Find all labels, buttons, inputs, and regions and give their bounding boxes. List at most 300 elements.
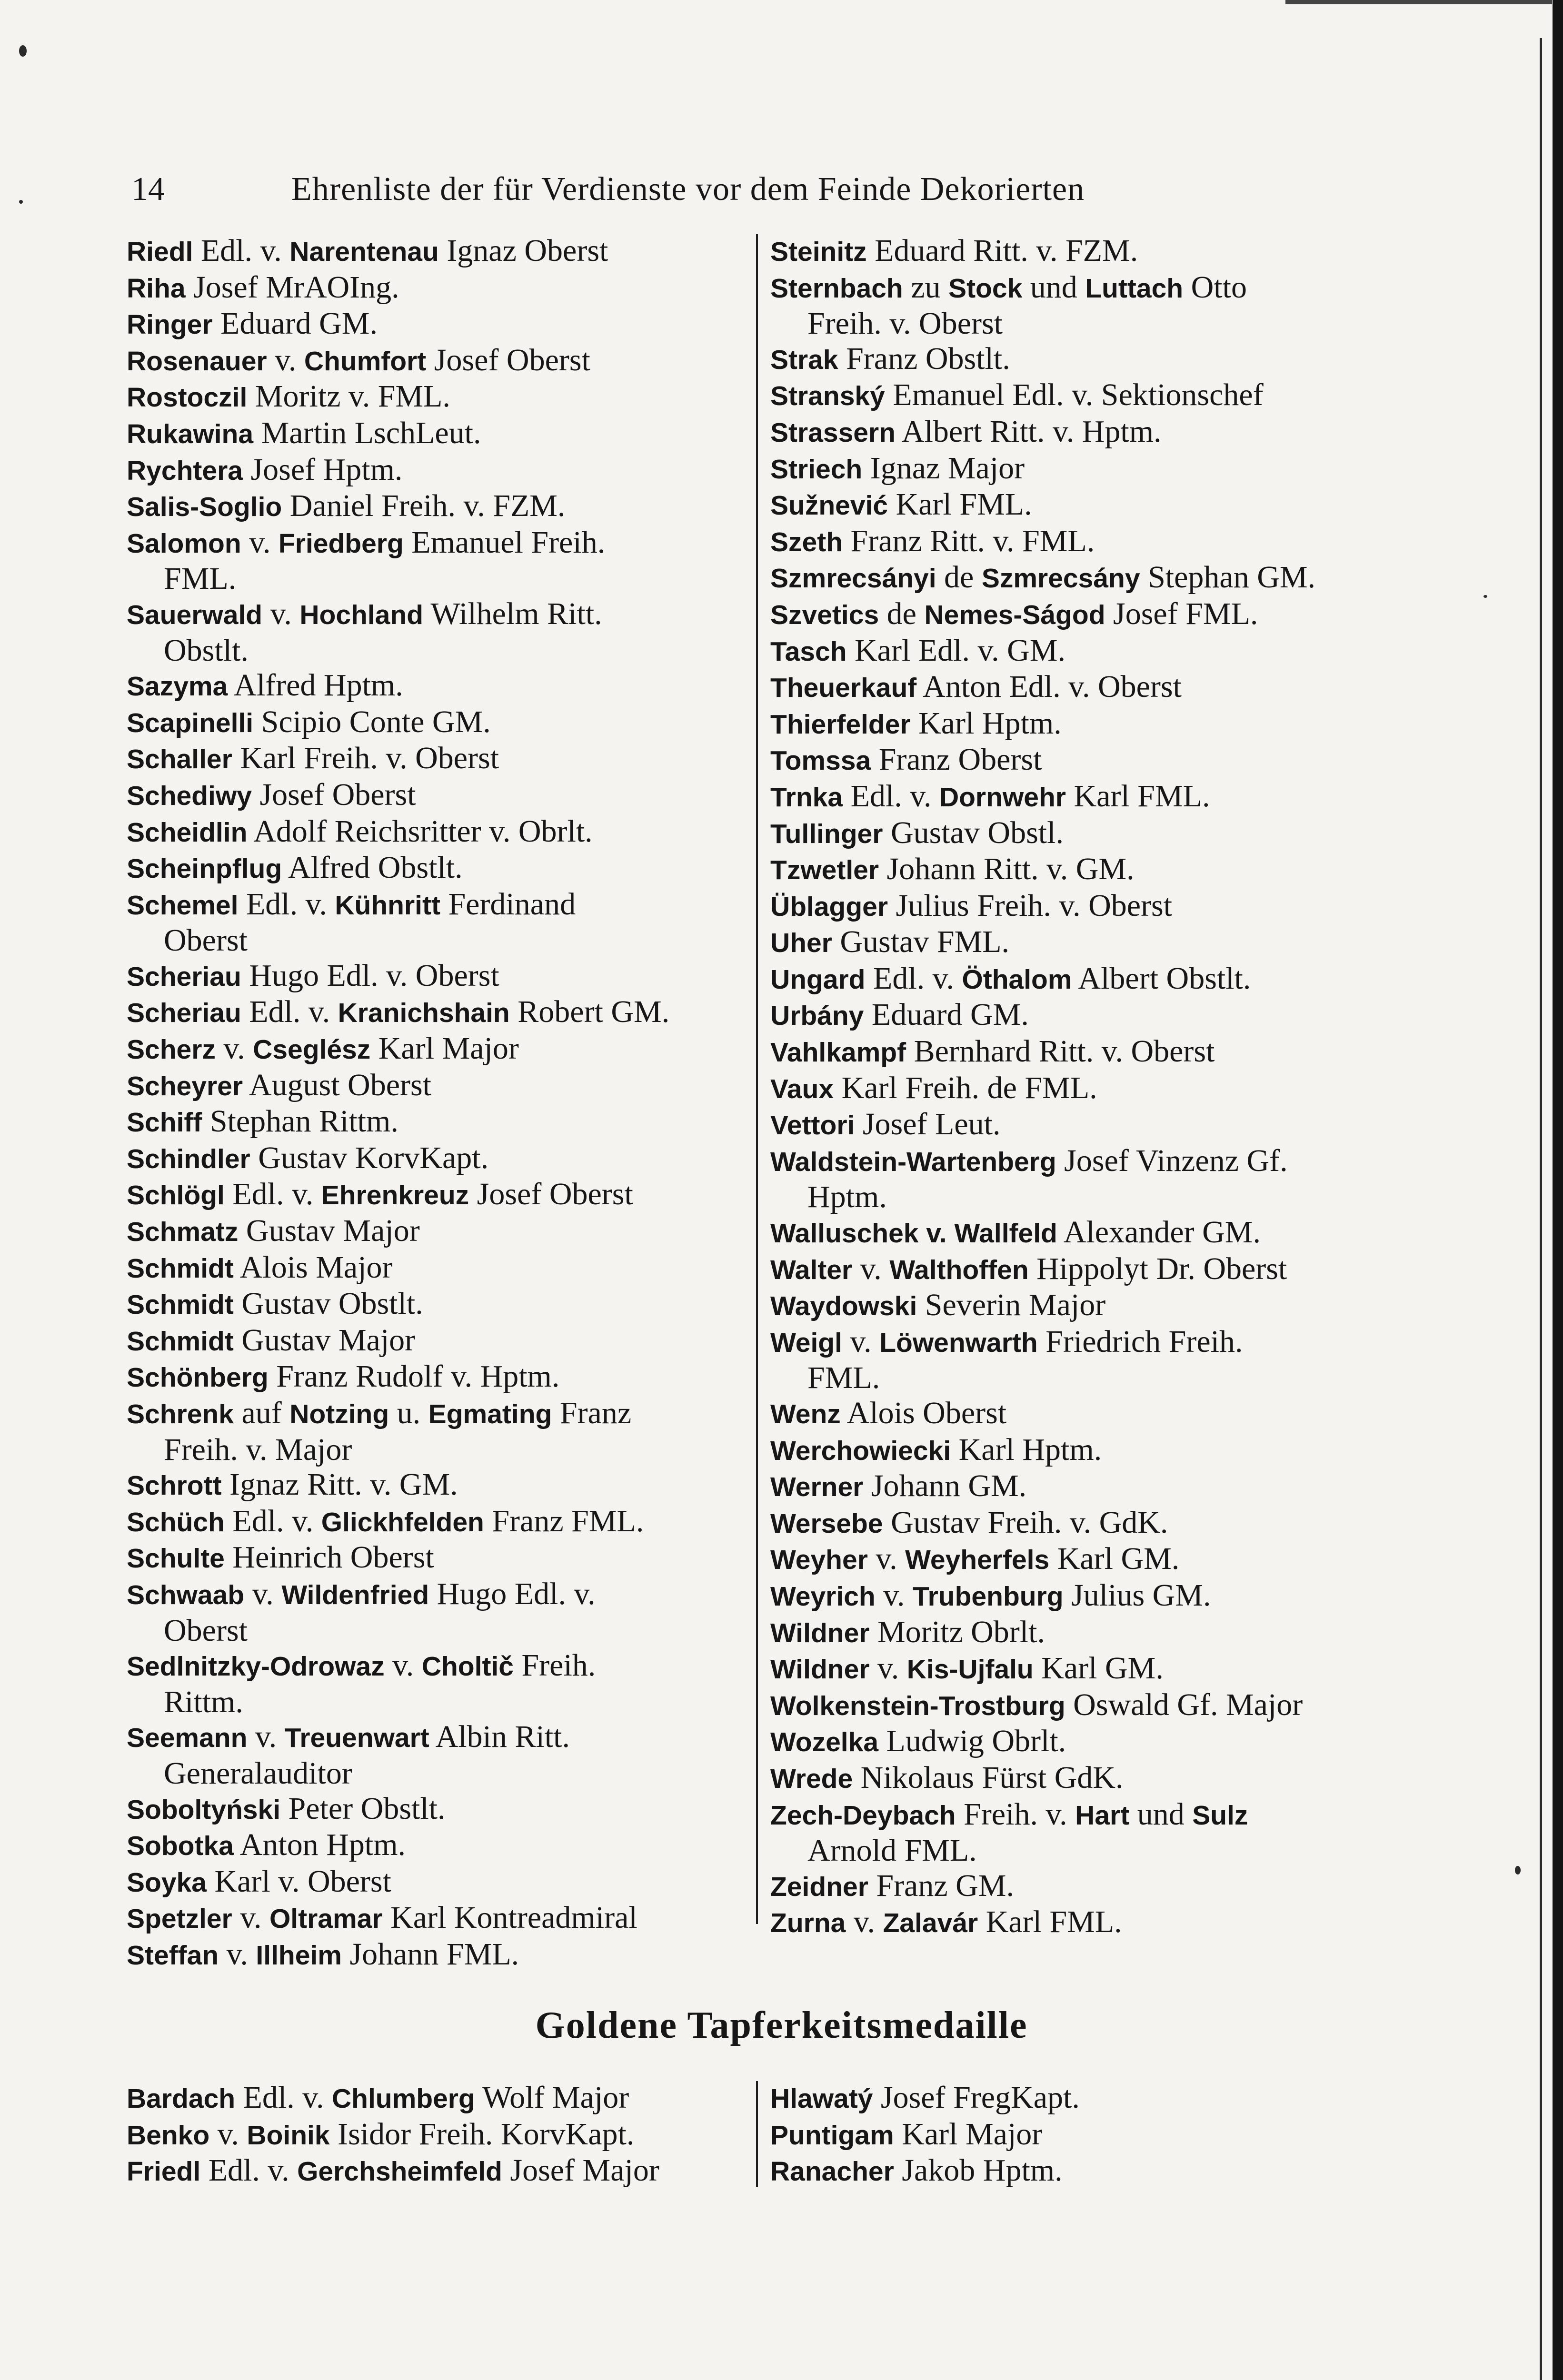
list-entry: [127, 1864, 741, 1901]
entry-text: Obstlt.: [164, 633, 249, 668]
entry-text: v.: [232, 1900, 269, 1935]
entry-name: Schmidt: [127, 1326, 234, 1357]
entry-name: Nemes-Ságod: [924, 599, 1105, 630]
scan-speck: [19, 200, 23, 204]
entry-text: Karl FML.: [978, 1904, 1122, 1940]
entry-text: de: [936, 560, 982, 595]
list-entry: [127, 596, 741, 633]
list-entry: [127, 887, 741, 923]
entry-text: Karl Freih. v. Oberst: [232, 741, 499, 776]
entry-text: FML.: [164, 561, 237, 596]
entry-text: Josef MrAOIng.: [185, 269, 399, 305]
list-entry-continuation: [770, 1180, 1408, 1215]
entry-text: Gustav Major: [238, 1213, 420, 1249]
entry-text: Gustav Freih. v. GdK.: [883, 1505, 1168, 1540]
entry-text: Stephan GM.: [1140, 560, 1316, 595]
list-entry: [127, 1900, 741, 1937]
entry-text: Wilhelm Ritt.: [423, 596, 602, 631]
entry-text: Albin Ritt.: [429, 1719, 570, 1755]
left-column: [127, 233, 741, 1973]
entry-name: Schrenk: [127, 1399, 234, 1429]
entry-text: Peter Obstlt.: [280, 1791, 446, 1826]
list-entry: [127, 343, 741, 379]
entry-name: Trubenburg: [912, 1581, 1064, 1612]
entry-text: v.: [842, 1324, 880, 1359]
entry-name: Soboltyński: [127, 1794, 281, 1825]
list-entry: [770, 2117, 1389, 2153]
entry-name: Zeidner: [770, 1871, 868, 1902]
entry-name: Riha: [127, 273, 186, 304]
entry-name: Scheriau: [127, 961, 241, 992]
entry-name: Oltramar: [269, 1904, 383, 1934]
entry-name: Tullinger: [770, 818, 883, 849]
list-entry: [127, 1323, 741, 1359]
entry-name: Schmidt: [127, 1253, 234, 1284]
entry-text: v.: [384, 1648, 422, 1683]
entry-text: Edl. v.: [224, 1503, 321, 1538]
entry-name: Walthoffen: [889, 1254, 1029, 1285]
entry-text: Stephan Rittm.: [202, 1104, 398, 1139]
entry-text: Edl. v.: [865, 961, 962, 996]
list-entry: [127, 994, 741, 1031]
entry-name: Weyherfels: [905, 1545, 1050, 1576]
list-entry: [127, 1791, 741, 1828]
list-entry: [127, 958, 741, 995]
entry-text: v.: [846, 1904, 883, 1940]
entry-text: und: [1022, 269, 1085, 305]
entry-text: v.: [867, 1541, 906, 1577]
entry-text: Alois Oberst: [840, 1396, 1007, 1430]
entry-name: Dornwehr: [939, 782, 1066, 813]
entry-text: FML.: [807, 1360, 880, 1396]
entry-text: auf: [233, 1396, 290, 1430]
entry-name: Gerchsheimfeld: [297, 2156, 502, 2187]
list-entry: [127, 777, 741, 814]
entry-text: Albert Obstlt.: [1072, 961, 1251, 996]
entry-text: Edl. v.: [843, 778, 939, 813]
list-entry: [770, 270, 1408, 307]
entry-name: Cseglész: [253, 1034, 371, 1065]
page-number: 14: [131, 171, 165, 208]
entry-text: Edl. v.: [200, 2153, 298, 2188]
entry-name: Szvetics: [770, 599, 879, 630]
list-entry: [127, 2117, 746, 2153]
list-entry: [127, 1467, 741, 1504]
list-entry: [127, 1396, 741, 1432]
entry-name: Vettori: [770, 1110, 855, 1141]
entry-name: Sedlnitzky-Odrowaz: [127, 1651, 385, 1682]
list-entry: [770, 669, 1408, 706]
entry-name: Scheinpflug: [127, 853, 282, 884]
entry-name: Rychtera: [127, 455, 243, 486]
entry-name: Scheriau: [127, 998, 241, 1029]
entry-text: Julius Freih. v. Oberst: [888, 888, 1173, 923]
entry-name: Schlögl: [127, 1180, 225, 1211]
running-title: Ehrenliste der für Verdienste vor dem Feinde Dekorierten: [291, 171, 1085, 208]
list-entry: [770, 341, 1408, 378]
list-entry: [127, 704, 741, 741]
entry-name: Wildenfried: [281, 1579, 429, 1610]
entry-name: Stock: [948, 273, 1023, 304]
list-entry: [127, 1577, 741, 1613]
section-title: Goldene Tapferkeitsmedaille: [535, 2004, 1028, 2046]
entry-text: v.: [262, 596, 300, 631]
entry-name: Bardach: [127, 2083, 236, 2114]
entry-name: Ranacher: [770, 2156, 894, 2187]
entry-text: Karl Major: [370, 1031, 519, 1066]
entry-text: Hugo Edl. v.: [429, 1576, 596, 1611]
list-entry: [770, 815, 1408, 852]
list-entry: [770, 1868, 1408, 1905]
list-entry: [127, 1540, 741, 1577]
list-entry: [770, 633, 1408, 670]
list-entry-continuation: [127, 1432, 741, 1468]
entry-name: Trnka: [770, 782, 843, 813]
entry-name: Soyka: [127, 1867, 207, 1898]
entry-name: Kis-Ujfalu: [906, 1654, 1034, 1685]
entry-text: v.: [247, 1719, 285, 1755]
entry-text: Gustav FML.: [832, 924, 1010, 960]
entry-name: Zech-Deybach: [770, 1800, 956, 1831]
list-entry: [770, 451, 1408, 487]
entry-name: Walluschek v. Wallfeld: [770, 1218, 1057, 1249]
list-entry: [770, 888, 1408, 925]
entry-text: Oberst: [164, 1613, 248, 1648]
list-entry: [127, 306, 741, 343]
list-entry: [127, 1827, 741, 1864]
entry-name: Schönberg: [127, 1362, 269, 1393]
entry-text: Emanuel Freih.: [403, 525, 606, 560]
entry-text: Josef FML.: [1105, 596, 1258, 631]
list-entry: [127, 1648, 741, 1685]
entry-text: Generalauditor: [164, 1755, 352, 1791]
list-entry: [770, 742, 1408, 779]
entry-name: Riedl: [127, 237, 193, 267]
list-entry: [127, 488, 741, 525]
entry-text: Friedrich Freih.: [1037, 1324, 1243, 1359]
entry-text: v.: [244, 1576, 282, 1611]
entry-name: Szmrecsány: [981, 563, 1140, 594]
entry-name: Salomon: [127, 528, 241, 559]
list-entry: [770, 1724, 1408, 1760]
entry-text: Josef Major: [502, 2153, 659, 2188]
entry-name: Schindler: [127, 1143, 250, 1174]
list-entry: [770, 1215, 1408, 1251]
entry-name: Szmrecsányi: [770, 563, 936, 594]
entry-text: Freih. v. Oberst: [807, 306, 1003, 341]
entry-name: Sulz: [1192, 1800, 1248, 1831]
list-entry: [770, 1034, 1408, 1071]
entry-name: Kühnritt: [335, 890, 440, 921]
entry-text: Franz GM.: [868, 1868, 1014, 1903]
list-entry: [770, 2080, 1389, 2117]
entry-name: Rostoczil: [127, 382, 248, 413]
list-entry: [127, 1937, 741, 1973]
entry-text: Anton Hptm.: [233, 1827, 406, 1863]
entry-name: Hochland: [299, 599, 424, 630]
entry-name: Vaux: [770, 1073, 834, 1104]
medal-right-column: [770, 2080, 1389, 2190]
entry-name: Schaller: [127, 744, 232, 775]
entry-name: Scherz: [127, 1034, 216, 1065]
entry-text: v.: [215, 1031, 253, 1066]
list-entry-continuation: [127, 633, 741, 668]
entry-text: Anton Edl. v. Oberst: [916, 669, 1182, 704]
list-entry: [770, 1651, 1408, 1687]
entry-text: Julius GM.: [1063, 1577, 1211, 1613]
entry-text: Adolf Reichsritter v. Obrlt.: [247, 813, 593, 849]
entry-text: Johann FML.: [341, 1936, 519, 1972]
entry-text: v.: [219, 1936, 256, 1972]
entry-name: Chlumberg: [331, 2083, 475, 2114]
list-entry: [770, 1396, 1408, 1432]
entry-name: Illheim: [256, 1940, 342, 1971]
entry-name: Puntigam: [770, 2120, 894, 2151]
entry-text: Josef Vinzenz Gf.: [1056, 1143, 1288, 1178]
entry-text: Eduard GM.: [864, 997, 1029, 1032]
list-entry: [770, 1143, 1408, 1180]
entry-text: Edl. v.: [193, 233, 290, 268]
entry-name: Benko: [127, 2120, 210, 2151]
entry-name: Rukawina: [127, 418, 254, 449]
entry-name: Rosenauer: [127, 346, 267, 377]
entry-name: Ringer: [127, 309, 213, 340]
list-entry: [127, 416, 741, 452]
column-divider: [756, 234, 758, 1924]
list-entry: [770, 924, 1408, 961]
entry-text: Karl FML.: [1065, 778, 1210, 813]
entry-name: Wrede: [770, 1763, 853, 1794]
entry-name: Zurna: [770, 1908, 846, 1939]
list-entry-continuation: [127, 1685, 741, 1720]
entry-text: zu: [903, 269, 949, 305]
entry-text: Alfred Obstlt.: [282, 850, 463, 885]
entry-text: Emanuel Edl. v. Sektionschef: [885, 377, 1264, 413]
list-entry: [770, 961, 1408, 998]
entry-text: Ignaz Major: [862, 450, 1025, 486]
entry-text: Josef Oberst: [469, 1177, 633, 1212]
entry-text: Johann Ritt. v. GM.: [879, 852, 1135, 887]
entry-text: Moritz Obrlt.: [869, 1614, 1045, 1649]
list-entry: [127, 668, 741, 704]
entry-text: Ferdinand: [440, 886, 576, 922]
entry-name: Wenz: [770, 1399, 841, 1429]
entry-text: Franz: [552, 1396, 632, 1430]
entry-name: Urbány: [770, 1001, 864, 1031]
entry-text: v.: [241, 525, 279, 560]
entry-text: Freih. v.: [956, 1796, 1075, 1832]
entry-text: Albert Ritt. v. Hptm.: [896, 414, 1162, 449]
entry-text: Karl FML.: [888, 487, 1032, 522]
entry-text: Hptm.: [807, 1180, 887, 1215]
entry-name: Strak: [770, 344, 838, 375]
entry-name: Striech: [770, 454, 863, 485]
entry-text: Isidor Freih. KorvKapt.: [329, 2116, 635, 2152]
right-column: [770, 233, 1408, 1941]
entry-name: Vahlkampf: [770, 1037, 906, 1068]
list-entry: [770, 1578, 1408, 1615]
list-entry: [770, 1432, 1408, 1469]
scan-speck: [19, 45, 27, 57]
entry-text: Edl. v.: [224, 1177, 321, 1212]
entry-name: Spetzler: [127, 1904, 232, 1934]
list-entry: [127, 1031, 741, 1068]
entry-name: Steinitz: [770, 237, 867, 267]
entry-text: Karl v. Oberst: [206, 1864, 391, 1899]
entry-text: Josef Leut.: [855, 1107, 1001, 1142]
entry-name: Szeth: [770, 526, 843, 557]
list-entry: [770, 706, 1408, 743]
entry-name: Ungard: [770, 964, 866, 995]
list-entry: [770, 1251, 1408, 1288]
entry-name: Friedl: [127, 2156, 201, 2187]
list-entry: [770, 1505, 1408, 1542]
list-entry: [770, 414, 1408, 451]
list-entry: [770, 1904, 1408, 1941]
entry-text: Ludwig Obrlt.: [878, 1724, 1066, 1759]
entry-text: Moritz v. FML.: [247, 379, 450, 414]
list-entry: [127, 233, 741, 270]
entry-text: Karl Kontreadmiral: [382, 1900, 637, 1935]
entry-text: Karl GM.: [1049, 1541, 1180, 1577]
entry-text: Alois Major: [233, 1250, 393, 1285]
entry-text: Karl Freih. de FML.: [834, 1070, 1097, 1105]
entry-text: u.: [389, 1396, 428, 1430]
entry-name: Wildner: [770, 1654, 870, 1685]
entry-name: Boinik: [247, 2120, 330, 2151]
entry-name: Choltič: [421, 1651, 514, 1682]
entry-name: Luttach: [1085, 273, 1184, 304]
entry-text: und: [1129, 1796, 1193, 1832]
entry-name: Weyrich: [770, 1581, 876, 1612]
entry-text: Karl Major: [894, 2116, 1043, 2152]
entry-name: Werner: [770, 1472, 864, 1503]
list-entry: [770, 233, 1408, 270]
entry-name: Wozelka: [770, 1727, 879, 1758]
entry-text: Karl Edl. v. GM.: [846, 633, 1066, 668]
list-entry: [770, 1687, 1408, 1724]
entry-name: Egmating: [428, 1399, 552, 1429]
entry-name: Schmatz: [127, 1217, 239, 1248]
entry-text: Franz Obstlt.: [838, 341, 1010, 376]
entry-text: Rittm.: [164, 1684, 243, 1719]
list-entry: [127, 1250, 741, 1287]
entry-name: Hart: [1075, 1800, 1130, 1831]
list-entry: [127, 1104, 741, 1140]
entry-name: Scheyrer: [127, 1071, 243, 1101]
entry-text: v.: [209, 2116, 247, 2152]
entry-name: Waldstein-Wartenberg: [770, 1146, 1056, 1177]
entry-text: v.: [875, 1577, 913, 1613]
entry-text: Otto: [1183, 269, 1247, 305]
entry-name: Sazyma: [127, 671, 228, 702]
entry-name: Treuenwart: [284, 1723, 429, 1754]
list-entry: [127, 1177, 741, 1213]
entry-text: Edl. v.: [238, 886, 335, 922]
entry-text: Hugo Edl. v. Oberst: [241, 958, 499, 993]
medal-left-column: [127, 2080, 746, 2190]
list-entry: [127, 850, 741, 887]
entry-name: Sužnević: [770, 490, 888, 521]
list-entry-continuation: [770, 1360, 1408, 1396]
entry-text: Wolf Major: [475, 2080, 629, 2115]
entry-name: Narentenau: [289, 237, 439, 267]
entry-name: Schüch: [127, 1507, 225, 1537]
list-entry: [127, 1359, 741, 1396]
entry-text: Josef Hptm.: [242, 452, 403, 487]
entry-name: Üblagger: [770, 891, 888, 922]
entry-text: Heinrich Oberst: [224, 1540, 434, 1575]
entry-name: Sobotka: [127, 1831, 234, 1862]
entry-text: Eduard Ritt. v. FZM.: [866, 233, 1138, 268]
entry-text: v.: [267, 342, 304, 377]
entry-text: August Oberst: [243, 1067, 432, 1102]
entry-name: Seemann: [127, 1723, 248, 1754]
entry-text: Freih.: [513, 1648, 596, 1683]
entry-text: Franz Ritt. v. FML.: [843, 523, 1095, 558]
entry-text: Alexander GM.: [1057, 1215, 1261, 1250]
entry-name: Sauerwald: [127, 599, 263, 630]
list-entry: [770, 560, 1408, 596]
entry-text: de: [879, 596, 925, 631]
entry-name: Glickhfelden: [321, 1507, 484, 1537]
list-entry: [770, 524, 1408, 560]
entry-name: Strassern: [770, 417, 896, 448]
list-entry: [770, 1324, 1408, 1361]
entry-name: Wersebe: [770, 1508, 883, 1539]
entry-text: Freih. v. Major: [164, 1432, 352, 1467]
entry-text: Franz Rudolf v. Hptm.: [268, 1359, 560, 1394]
entry-name: Sternbach: [770, 273, 903, 304]
list-entry: [770, 487, 1408, 524]
entry-text: Jakob Hptm.: [894, 2153, 1063, 2188]
entry-name: Schediwy: [127, 780, 252, 811]
scan-edge-top: [1285, 0, 1552, 4]
entry-name: Uher: [770, 928, 832, 959]
entry-text: Edl. v.: [241, 994, 338, 1030]
entry-text: Oswald Gf. Major: [1065, 1687, 1303, 1722]
list-entry: [770, 1288, 1408, 1324]
list-entry: [770, 779, 1408, 815]
entry-name: Schrott: [127, 1470, 222, 1501]
list-entry: [770, 1107, 1408, 1143]
entry-name: Weyher: [770, 1545, 868, 1576]
entry-name: Notzing: [289, 1399, 389, 1429]
page-header: [131, 161, 1273, 218]
list-entry: [127, 1140, 741, 1177]
entry-name: Friedberg: [278, 528, 404, 559]
entry-name: Öthalom: [962, 964, 1072, 995]
entry-name: Schiff: [127, 1107, 202, 1138]
entry-text: Alfred Hptm.: [228, 668, 403, 703]
list-entry: [127, 452, 741, 489]
entry-name: Tasch: [770, 636, 847, 667]
list-entry: [770, 852, 1408, 888]
entry-text: Karl Hptm.: [910, 705, 1062, 741]
entry-name: Schwaab: [127, 1579, 245, 1610]
entry-text: Hippolyt Dr. Oberst: [1028, 1251, 1287, 1286]
column-divider: [756, 2081, 758, 2187]
list-entry: [127, 1068, 741, 1104]
entry-text: Franz FML.: [484, 1503, 644, 1538]
entry-name: Scheidlin: [127, 817, 248, 848]
entry-text: v.: [852, 1251, 890, 1286]
entry-text: Karl Hptm.: [951, 1432, 1102, 1467]
list-entry: [770, 1760, 1408, 1797]
entry-name: Schulte: [127, 1543, 225, 1574]
list-entry: [770, 997, 1408, 1034]
entry-name: Walter: [770, 1254, 853, 1285]
